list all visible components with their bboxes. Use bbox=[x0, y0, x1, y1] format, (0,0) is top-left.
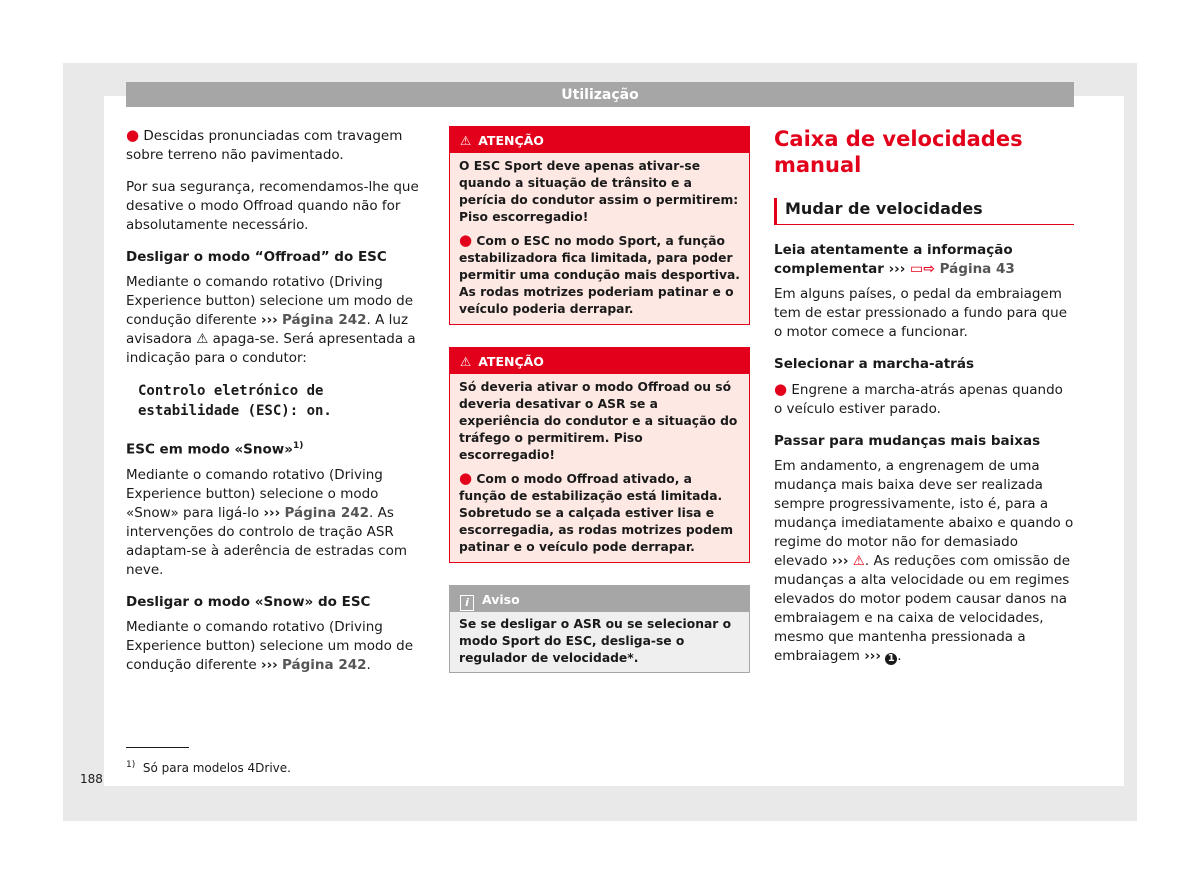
paragraph-text: . bbox=[897, 648, 902, 664]
note-number-icon[interactable]: 1 bbox=[885, 653, 897, 665]
section-header: Utilização bbox=[126, 82, 1074, 107]
bullet-icon: ● bbox=[774, 380, 788, 398]
note-body: Se se desligar o ASR ou se selecionar o modo Sport do ESC, desliga-se o regulador de velocidade*. bbox=[459, 617, 732, 665]
warning-triangle-icon[interactable]: ⚠ bbox=[852, 553, 865, 569]
paragraph-text: . bbox=[366, 656, 371, 673]
subheading-downshift: Passar para mudanças mais baixas bbox=[774, 433, 1041, 449]
info-icon: i bbox=[460, 595, 474, 611]
section-title: Mudar de velocidades bbox=[774, 198, 1074, 225]
warning-title: ATENÇÃO bbox=[478, 354, 544, 369]
subheading-snow bbox=[126, 437, 422, 460]
warning-box-1 bbox=[449, 126, 750, 325]
note-box bbox=[449, 585, 750, 673]
footnote-mark: 1) bbox=[292, 441, 304, 451]
display-message: Controlo eletrónico de estabilidade (ESC): on. bbox=[138, 383, 332, 419]
arrows-icon: ››› bbox=[261, 312, 278, 328]
subheading-offroad: Desligar o modo “Offroad” do ESC bbox=[126, 249, 387, 265]
lead-label: Leia atentamente a informação complementar bbox=[774, 242, 1013, 277]
warning-text: Com o modo Offroad ativado, a função de estabilização está limitada. Sobretudo se a calçada estiver lisa e escorregadia, as rodas motrizes podem patinar e o veículo pode derrapar. bbox=[459, 472, 734, 554]
note-header bbox=[450, 586, 749, 612]
bullet-paragraph bbox=[126, 126, 422, 165]
subheading-snow-off: Desligar o modo «Snow» do ESC bbox=[126, 593, 371, 610]
warning-triangle-icon: ⚠ bbox=[460, 133, 472, 148]
paragraph-text: Em andamento, a engrenagem de uma mudança mais baixa deve ser realizada sempre progressivamente, isto é, para a mudança imediatamente abaixo e quando o regime do motor não for demasiado elevado bbox=[774, 458, 1074, 569]
footnote bbox=[126, 760, 291, 775]
page-ref-link[interactable]: Página 43 bbox=[939, 261, 1015, 277]
paragraph bbox=[774, 457, 1074, 666]
paragraph-text: Mediante o comando rotativo (Driving Experience button) selecione um modo de condução diferente bbox=[126, 618, 414, 673]
warning-header bbox=[450, 127, 749, 153]
paragraph bbox=[126, 273, 422, 368]
warning-header bbox=[450, 348, 749, 374]
warning-title: ATENÇÃO bbox=[478, 133, 544, 148]
paragraph-text: . As reduções com omissão de mudanças a alta velocidade ou em regimes elevados do motor podem causar danos na embraiagem e na caixa de velocidades, mesmo que mantenha pressionada a embraiagem bbox=[774, 553, 1071, 664]
arrows-icon: ››› bbox=[831, 553, 849, 569]
bullet-icon: ● bbox=[126, 126, 140, 144]
paragraph-text: apaga-se. Será apresentada a indicação para o condutor: bbox=[126, 331, 416, 366]
paragraph-text: Mediante o comando rotativo (Driving Experience button) selecione o modo «Snow» para ligá-lo bbox=[126, 466, 383, 521]
column-left bbox=[126, 126, 422, 688]
warning-body bbox=[450, 374, 749, 562]
paragraph-text: . A luz avisadora bbox=[126, 312, 409, 347]
warning-body bbox=[450, 153, 749, 324]
lead-text bbox=[774, 241, 1074, 279]
arrows-icon: ››› bbox=[888, 261, 906, 277]
page-ref-link[interactable]: Página 242 bbox=[282, 312, 367, 328]
column-middle bbox=[449, 126, 750, 673]
warning-triangle-icon: ⚠ bbox=[460, 354, 472, 369]
paragraph bbox=[126, 618, 422, 675]
subheading-text: ESC em modo «Snow» bbox=[126, 441, 293, 458]
warning-bullet bbox=[459, 232, 740, 318]
warning-bullet bbox=[459, 470, 740, 556]
warning-text: Só deveria ativar o modo Offroad ou só deveria desativar o ASR se a experiência do condutor e a situação do tráfego o permitirem. Piso escorregadio! bbox=[459, 380, 738, 462]
paragraph: Por sua segurança, recomendamos-lhe que desative o modo Offroad quando não for absolutamente necessário. bbox=[126, 179, 419, 233]
paragraph: Em alguns países, o pedal da embraiagem tem de estar pressionado a fundo para que o motor comece a funcionar. bbox=[774, 286, 1068, 340]
bullet-paragraph bbox=[774, 380, 1074, 419]
paragraph-text: . As intervenções do controlo de tração ASR adaptam-se à aderência de estradas com neve. bbox=[126, 504, 408, 578]
chapter-title: Caixa de velocidades manual bbox=[774, 127, 1023, 177]
bullet-icon: ● bbox=[459, 231, 473, 249]
esc-warning-light-icon: ⚠ bbox=[196, 331, 209, 347]
paragraph-text: Engrene a marcha-atrás apenas quando o veículo estiver parado. bbox=[774, 382, 1063, 417]
bullet-icon: ● bbox=[459, 469, 473, 487]
arrows-icon: ››› bbox=[864, 648, 881, 664]
paragraph-text: Descidas pronunciadas com travagem sobre terreno não pavimentado. bbox=[126, 128, 403, 163]
subheading-reverse: Selecionar a marcha-atrás bbox=[774, 356, 974, 372]
note-title: Aviso bbox=[482, 592, 520, 607]
paragraph bbox=[126, 466, 422, 580]
page-number: 188 bbox=[80, 772, 103, 786]
footnote-divider bbox=[126, 747, 189, 748]
book-page-icon: ▭⇨ bbox=[909, 261, 935, 277]
arrows-icon: ››› bbox=[261, 656, 278, 673]
warning-text: O ESC Sport deve apenas ativar-se quando a situação de trânsito e a perícia do condutor assim o permitirem: Piso escorregadio! bbox=[459, 159, 739, 224]
warning-box-2 bbox=[449, 347, 750, 563]
page-ref-link[interactable]: Página 242 bbox=[284, 504, 370, 521]
column-right bbox=[774, 126, 1074, 679]
page-ref-link[interactable]: Página 242 bbox=[282, 656, 367, 673]
paragraph-text: Mediante o comando rotativo (Driving Experience button) selecione um modo de condução diferente bbox=[126, 274, 414, 328]
footnote-text: Só para modelos 4Drive. bbox=[142, 761, 291, 775]
warning-text: Com o ESC no modo Sport, a função estabilizadora fica limitada, para poder permitir uma condução mais desportiva. As rodas motrizes poderiam patinar e o veículo poderia derrapar. bbox=[459, 234, 740, 316]
footnote-mark: 1) bbox=[126, 760, 136, 770]
arrows-icon: ››› bbox=[263, 504, 281, 521]
